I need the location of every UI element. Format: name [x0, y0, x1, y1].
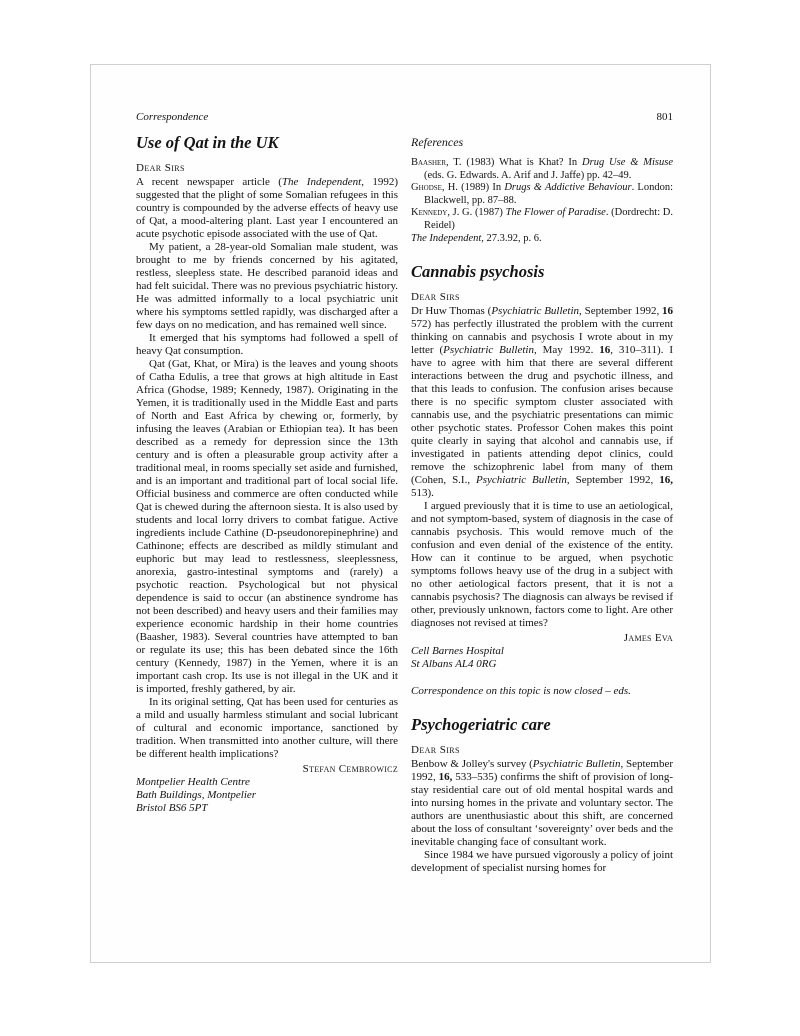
references-heading: References: [411, 135, 464, 149]
letter-title-psychogeriatric: Psychogeriatric care: [411, 715, 551, 735]
address-line: Bristol BS6 5PT: [136, 802, 208, 814]
address-line: Montpelier Health Centre: [136, 776, 250, 788]
page-header: [136, 111, 673, 124]
letter-paragraph: I argued previously that it is time to use an aetiological, and not symptom-based, system of diagnosis in the case of cannabis psychosis. This would remove much of the confusion and even denial of the existence of the entity. How can it continue to be argued, when psychotic symptoms follows heavy use of the drug in a subject with no other aetiological factors present, that it is not a cannabis psychosis? The diagnosis can always be revised if other, previously unknown, factors come to light. Are other diagnoses not revised at times?: [411, 500, 673, 630]
letter-paragraph: In its original setting, Qat has been used for centuries as a mild and usually harmless stimulant and social lubricant of cultural and economic importance, sanctioned by tradition. When transmitted into another culture, will there be different health implications?: [136, 696, 398, 760]
salutation: Dear Sirs: [411, 744, 460, 757]
letter-title-qat: Use of Qat in the UK: [136, 133, 279, 152]
left-column: [136, 133, 398, 875]
letter-paragraph: Benbow & Jolley's survey (Psychiatric Bulletin, September 1992, 16, 533–535) confirms the shift of provision of long-stay residential care out of old mental hospital wards and into nursing homes in the private and voluntary sector. The authors are unenthusiastic about this shift, are concerned about the loss of consultant ‘sovereignty’ over beds and the inevitable changing face of consultant work.: [411, 758, 673, 849]
right-column: [411, 133, 673, 875]
signature: James Eva: [623, 632, 673, 645]
letter-paragraph: A recent newspaper article (The Independent, 1992) suggested that the plight of some Somalian refugees in this country is compounded by the adverse effects of heavy use of Qat, a mood-altering plant. Last year I encountered an acute psychotic episode associated with the use of Qat.: [136, 176, 398, 240]
two-column-layout: [136, 133, 673, 875]
letter-paragraph: Qat (Gat, Khat, or Mira) is the leaves and young shoots of Catha Edulis, a tree that grows at high altitude in East Africa (Ghodse, 1989; Kennedy, 1987). Originating in the Yemen, it is traditionally used in the Middle East and parts of North and East Africa by chewing or, formerly, by infusing the leaves (Arabian or Ethiopian tea). It has been described as a remedy for depression since the 13th century and is often a pleasurable group activity after a traditional meal, in rooms specially set aside and furnished, and is an important and traditional part of local social life. Official business and commerce are often conducted while Qat is chewed during the afternoon siesta. It is also used by students and local lorry drivers to combat fatigue. Active ingredients include Cathine (D-pseudonorepinephrine) and Cathinone; effects are described as mildly stimulant and euphoric but may lead to restlessness, sleeplessness, anorexia, gastro-intestinal symptoms and (rarely) a psychotic reaction. Psychological but not physical dependence is said to occur (an abstinence syndrome has not been described) and heavy users and their families may experience economic hardship in their home countries (Baasher, 1983). Several countries have attempted to ban or regulate its use; this has been debated since the 16th century (Kennedy, 1987) in the Yemen, where it is an important cash crop. Its use is not illegal in the UK and it is imported, freshly gathered, by air.: [136, 358, 398, 695]
editors-note: Correspondence on this topic is now closed – eds.: [411, 685, 631, 698]
reference-item: Kennedy, J. G. (1987) The Flower of Paradise. (Dordrecht: D. Reidel): [411, 207, 673, 231]
journal-page: [90, 64, 711, 963]
address-line: Bath Buildings, Montpelier: [136, 789, 257, 801]
reference-item: Ghodse, H. (1989) In Drugs & Addictive Behaviour. London: Blackwell, pp. 87–88.: [411, 182, 673, 206]
signature: Stefan Cembrowicz: [302, 763, 398, 775]
reference-item: The Independent, 27.3.92, p. 6.: [411, 232, 542, 244]
address-line: Cell Barnes Hospital: [411, 645, 504, 658]
letter-paragraph: My patient, a 28-year-old Somalian male student, was brought to me by friends concerned by his agitated, restless, sleepless state. He described paranoid ideas and had felt suicidal. There was no previous psychiatric history. He was admitted informally to a local psychiatric unit where his symptoms settled rapidly, was discharged after a few days on no medication, and has remained well since.: [136, 241, 398, 331]
page-number: 801: [656, 111, 673, 123]
letter-paragraph: It emerged that his symptoms had followed a spell of heavy Qat consumption.: [136, 332, 398, 357]
salutation: Dear Sirs: [411, 291, 460, 304]
running-title: Correspondence: [136, 111, 209, 123]
letter-title-cannabis: Cannabis psychosis: [411, 262, 545, 282]
letter-paragraph: Since 1984 we have pursued vigorously a policy of joint development of specialist nursing homes for: [411, 849, 673, 875]
address-line: St Albans AL4 0RG: [411, 658, 497, 671]
salutation: Dear Sirs: [136, 162, 185, 174]
page-content: [136, 111, 673, 875]
letter-paragraph: Dr Huw Thomas (Psychiatric Bulletin, September 1992, 16 572) has perfectly illustrated the problem with the current thinking on cannabis and psychosis I wrote about in my letter (Psychiatric Bulletin, May 1992. 16, 310–311). I have to agree with him that there are several different interactions between the drug and psychotic illness, and that this leads to confusion. The confusion arises because there is no specific symptom cluster associated with cannabis use, and the psychiatric presentations can mimic other psychotic states. Professor Cohen makes this point quite clearly in saying that alcohol and cannabis use, if investigated in patients attending depot clinics, could remove the schizophrenic label from many of them (Cohen, S.I., Psychiatric Bulletin, September 1992, 16, 513).: [411, 305, 673, 500]
reference-item: Baasher, T. (1983) What is Khat? In Drug Use & Misuse (eds. G. Edwards. A. Arif and J. Jaffe) pp. 42–49.: [411, 157, 673, 181]
